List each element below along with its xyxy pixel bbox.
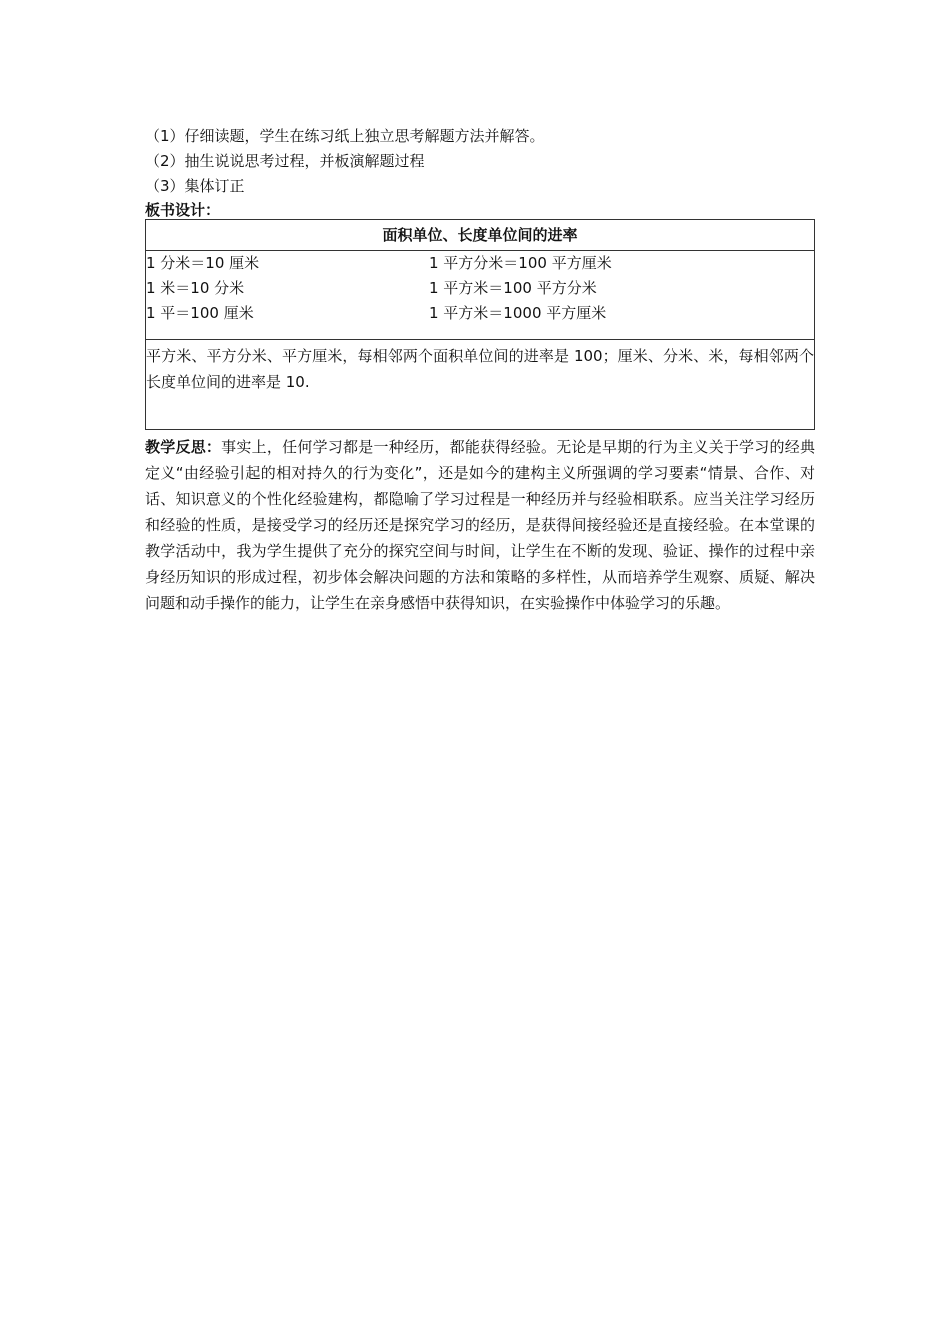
length-equation: 1 米＝10 分米 (146, 279, 245, 297)
document-page (145, 124, 815, 616)
length-equation: 1 分米＝10 厘米 (146, 254, 260, 272)
reflection-text: 事实上，任何学习都是一种经历，都能获得经验。无论是早期的行为主义关于学习的经典定义“由经验引起的相对持久的行为变化”，还是如今的建构主义所强调的学习要素“情景、合作、对话、知识意义的个性化经验建构，都隐喻了学习过程是一种经历并与经验相联系。应当关注学习经历和经验的性质，是接受学习的经历还是探究学习的经历，是获得间接经验还是直接经验。在本堂课的教学活动中，我为学生提供了充分的探究空间与时间，让学生在不断的发现、验证、操作的过程中亲身经历知识的形成过程，初步体会解决问题的方法和策略的多样性，从而培养学生观察、质疑、解决问题和动手操作的能力，让学生在亲身感悟中获得知识，在实验操作中体验学习的乐趣。 (145, 438, 815, 612)
board-summary: 平方米、平方分米、平方厘米，每相邻两个面积单位间的进率是 100；厘米、分米、米，每相邻两个长度单位间的进率是 10. (146, 340, 815, 430)
board-design-table (145, 219, 815, 430)
length-equations (146, 251, 259, 326)
equations-cell (146, 251, 815, 340)
step-1: （1）仔细读题，学生在练习纸上独立思考解题方法并解答。 (145, 127, 545, 145)
area-equation: 1 平方米＝100 平方分米 (429, 279, 597, 297)
board-design-heading: 板书设计： (145, 201, 221, 219)
step-3: （3）集体订正 (145, 177, 245, 195)
area-equation: 1 平方分米＝100 平方厘米 (429, 254, 612, 272)
board-title: 面积单位、长度单位间的进率 (146, 220, 815, 251)
reflection-label: 教学反思： (145, 438, 222, 456)
area-equations (429, 251, 612, 326)
step-2: （2）抽生说说思考过程，并板演解题过程 (145, 152, 425, 170)
teaching-reflection (145, 434, 815, 616)
length-equation: 1 平＝100 厘米 (146, 304, 254, 322)
area-equation: 1 平方米＝1000 平方厘米 (429, 304, 607, 322)
